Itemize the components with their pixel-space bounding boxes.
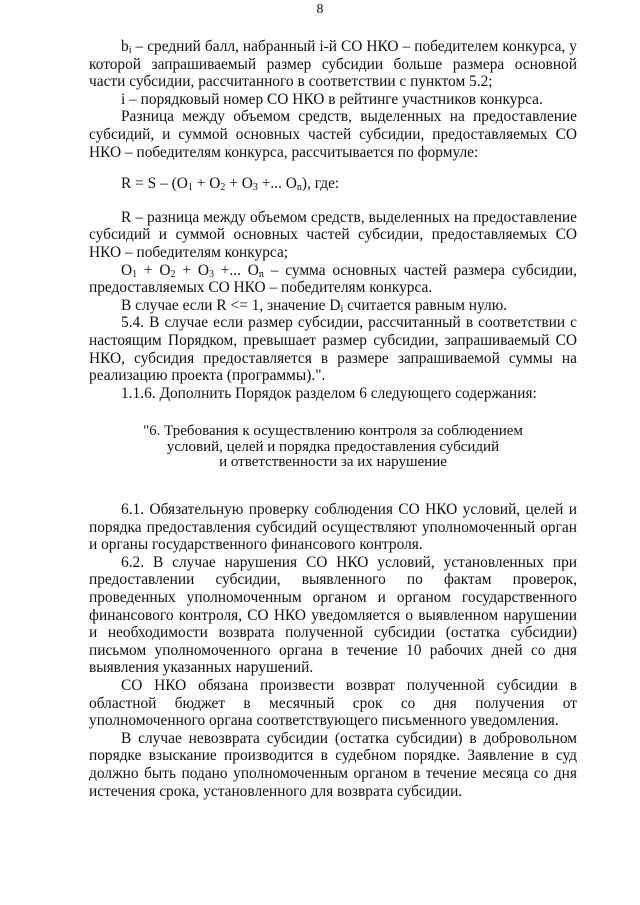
paragraph-r-intro: Разница между объемом средств, выделенных на предоставление субсидий, и суммой основных частей субсидии, предоставляемых СО НКО – победителям конкурса, рассчитывается по формуле: (89, 108, 577, 161)
heading-line-3: и ответственности за их нарушение (219, 454, 447, 471)
paragraph-r-definition: R – разница между объемом средств, выделенных на предоставление субсидий и суммой основных частей субсидии, предоставляемых СО НКО – победителям конкурса; (89, 208, 577, 261)
section-6-heading (89, 424, 577, 471)
paragraph-5-4: 5.4. В случае если размер субсидии, рассчитанный в соответствии с настоящим Порядком, превышает размер субсидии, запрашиваемый СО НКО, субсидия предоставляется в размере запрашиваемой суммы на реализацию проекта (программы).". (89, 314, 577, 385)
formula-r: $R = S - (O_1 + O_2 + O_3$ +... $O_n$), где: (121, 175, 340, 194)
paragraph-6-1: 6.1. Обязательную проверку соблюдения СО НКО условий, целей и порядка предоставления субсидий осуществляют уполномоченный орган и органы государственного финансового контроля. (89, 501, 577, 554)
paragraph-1-1-6: 1.1.6. Дополнить Порядок разделом 6 следующего содержания: (121, 384, 537, 402)
paragraph-court: В случае невозврата субсидии (остатка субсидии) в добровольном порядке взыскание производится в судебном порядке. Заявление в суд должно быть подано уполномоченным органом в течение месяца со дня истечения срока, установленного для возврата субсидии. (89, 729, 577, 800)
paragraph-b-definition (89, 38, 577, 91)
paragraph-r-case: В случае если R <= 1, значение $D_i$ считается равным нулю. (121, 296, 508, 315)
heading-line-2: условий, целей и порядка предоставления субсидий (166, 438, 500, 455)
symbol-b: b (121, 38, 129, 55)
document-body (89, 38, 577, 800)
paragraph-i-definition: i – порядковый номер СО НКО в рейтинге участников конкурса. (121, 90, 543, 108)
paragraph-6-2: 6.2. В случае нарушения СО НКО условий, установленных при предоставлении субсидии, выявленного по фактам проверок, проведенных уполномоченным органом и органом государственного финансового контроля, СО НКО уведомляется о выявленном нарушении и необходимости возврата полученной субсидии (остатка субсидии) письмом уполномоченного органа в течение 10 рабочих дней со дня выявления указанных нарушений. (89, 553, 577, 677)
subscript-i: i (128, 45, 132, 56)
paragraph-o-definition: $O_1 + O_2 + O_3$ +... $O_n$ – сумма основных частей размера субсидии, предоставляемых СО НКО – победителям конкурса. (89, 261, 577, 297)
page-number: 8 (316, 2, 324, 17)
heading-line-1: "6. Требования к осуществлению контроля за соблюдением (143, 423, 523, 440)
b-definition-text: – средний балл, набранный i-й СО НКО – победителем конкурса, у которой запрашиваемый размер субсидии больше размера основной части субсидии, рассчитанного в соответствии с пунктом 5.2; (89, 38, 577, 91)
paragraph-return: СО НКО обязана произвести возврат полученной субсидии в областной бюджет в месячный срок со дня получения от уполномоченного органа соответствующего письменного уведомления. (89, 677, 577, 730)
